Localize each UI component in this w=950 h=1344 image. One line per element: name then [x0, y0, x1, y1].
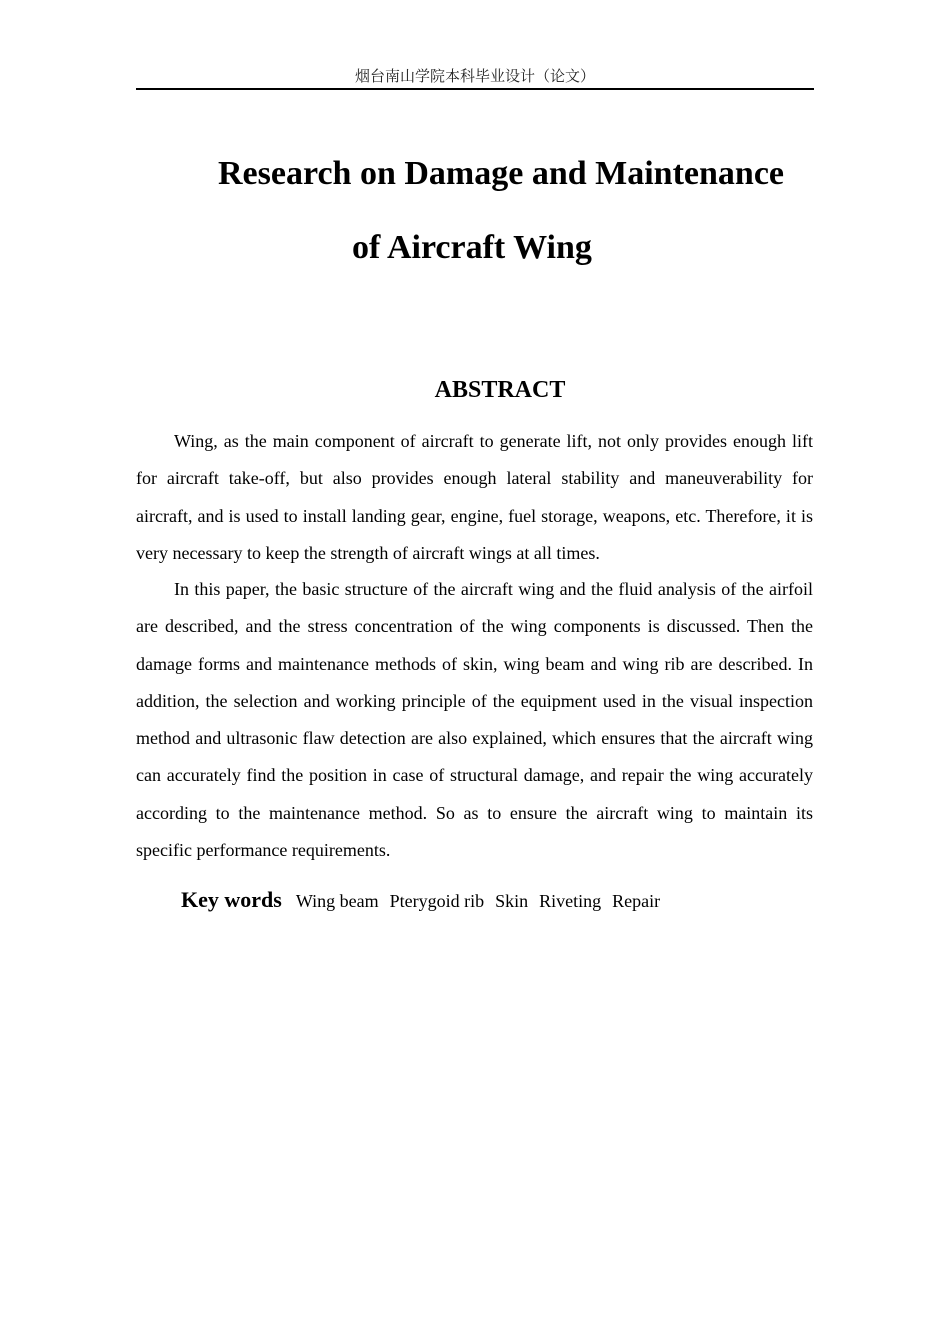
keyword-item: Skin [495, 891, 529, 911]
keyword-item: Pterygoid rib [389, 891, 485, 911]
keyword-item: Wing beam [295, 891, 379, 911]
header-rule [136, 88, 814, 90]
title-line-2: of Aircraft Wing [352, 229, 592, 266]
keyword-item: Repair [612, 891, 661, 911]
keywords-label: Key words [181, 887, 282, 912]
abstract-heading: ABSTRACT [434, 377, 566, 403]
keywords-line [181, 884, 667, 919]
title-line-1: Research on Damage and Maintenance [218, 155, 784, 192]
running-header: 烟台南山学院本科毕业设计（论文） [354, 67, 595, 85]
abstract-paragraph-2: In this paper, the basic structure of the aircraft wing and the fluid analysis of the airfoil are described, and the stress concentration of the wing components is discussed. Then the damage forms and maintenance methods of skin, wing beam and wing rib are described. In addition, the selection and working principle of the equipment used in the visual inspection method and ultrasonic flaw detection are also explained, which ensures that the aircraft wing can accurately find the position in case of structural damage, and repair the wing accurately according to the maintenance method. So as to ensure the aircraft wing to maintain its specific performance requirements. [136, 579, 813, 861]
keyword-item: Riveting [539, 891, 602, 911]
abstract-paragraph-1: Wing, as the main component of aircraft to generate lift, not only provides enough lift for aircraft take-off, but also provides enough lateral stability and maneuverability for aircraft, and is used to install landing gear, engine, fuel storage, weapons, etc. Therefore, it is very necessary to keep the strength of aircraft wings at all times. [136, 431, 813, 563]
